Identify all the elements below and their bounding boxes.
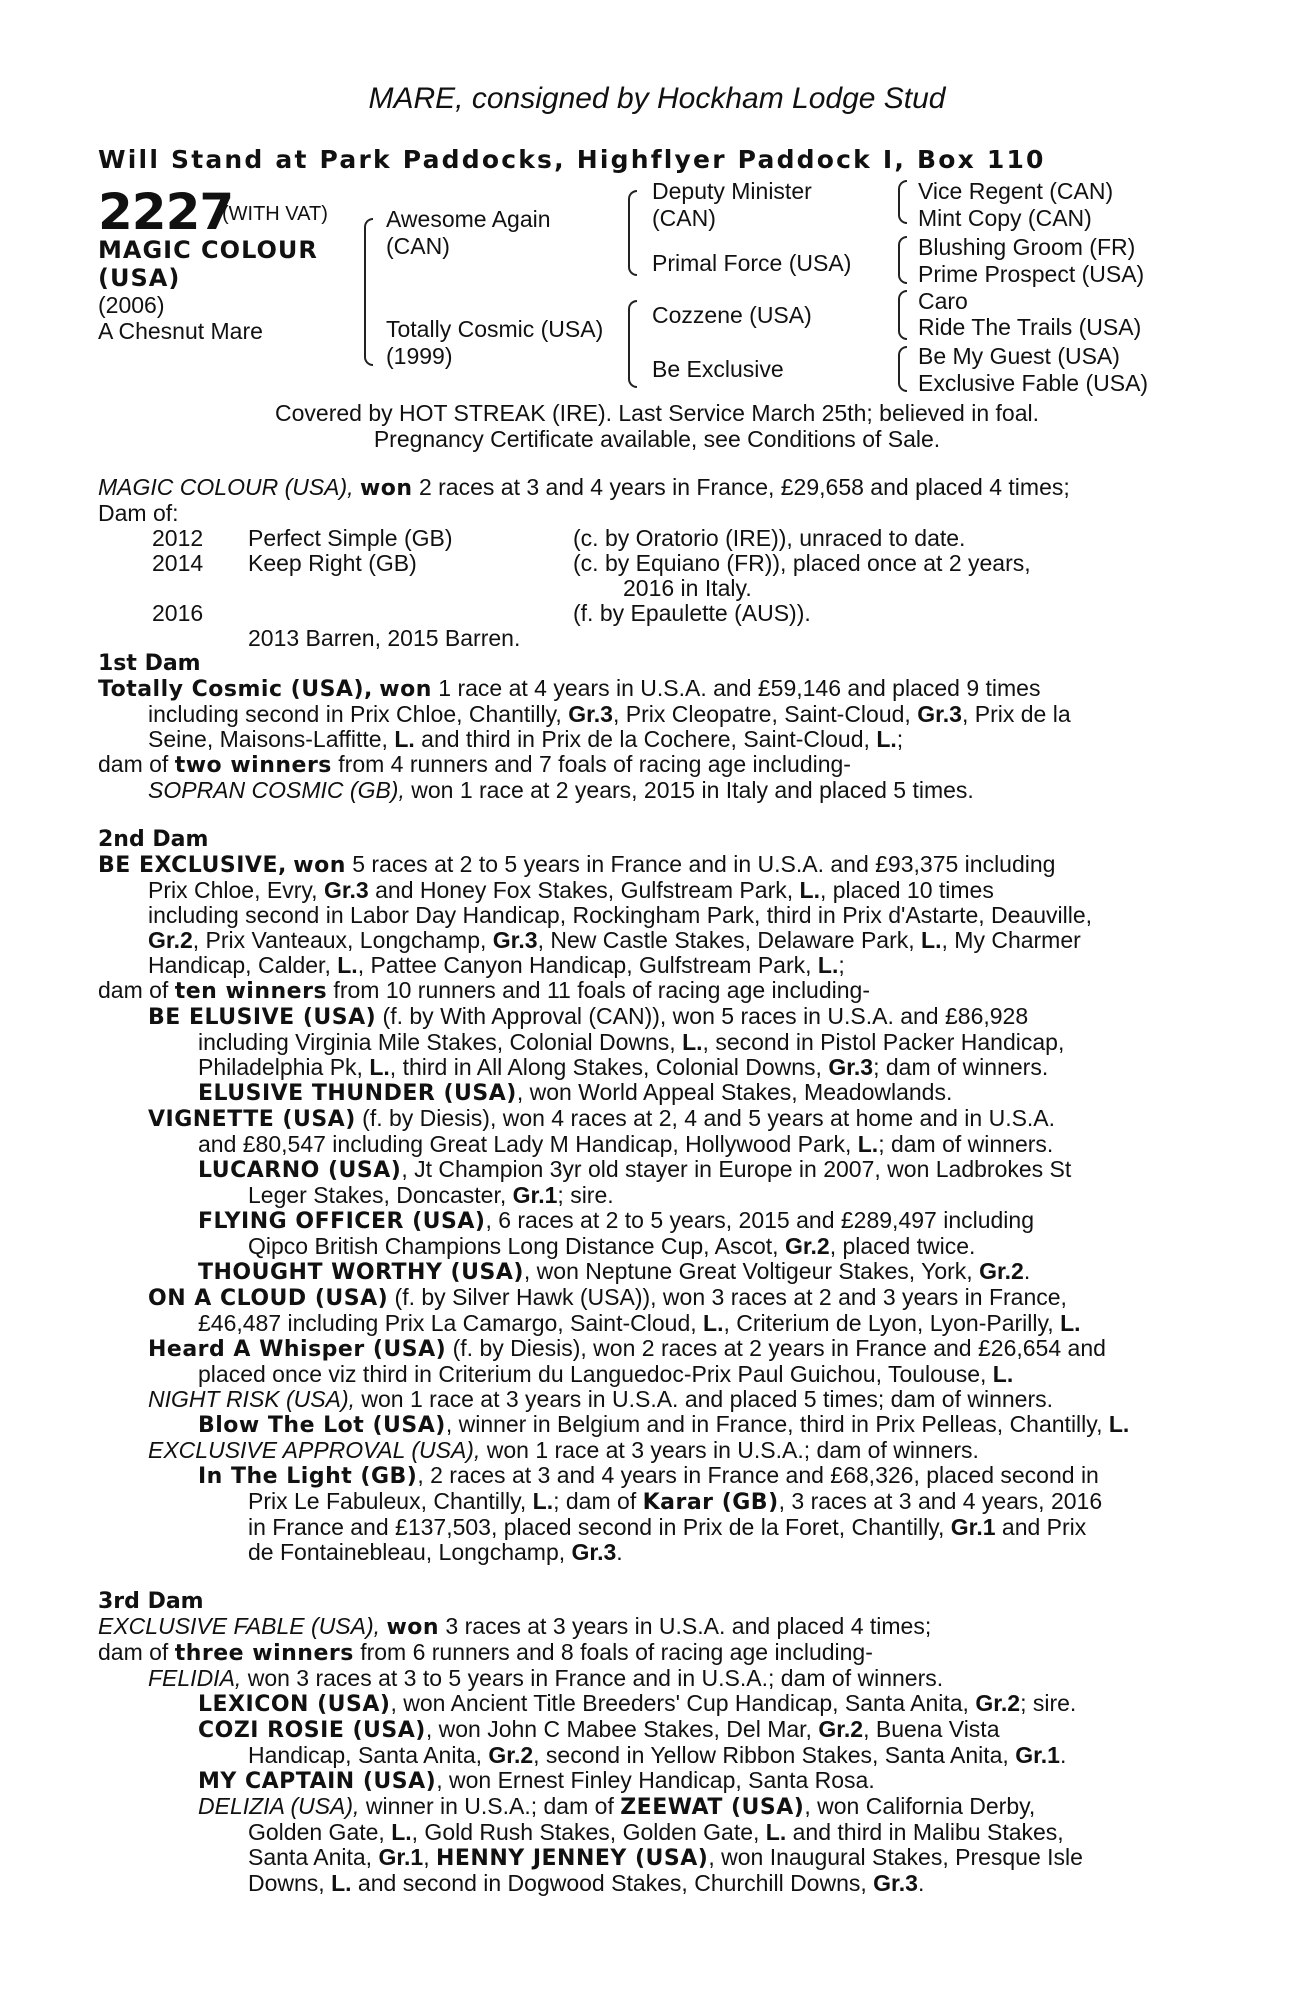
second-dam-heading: 2nd Dam — [98, 827, 209, 852]
first-dam-heading: 1st Dam — [98, 651, 201, 676]
progeny-row: 2016 in Italy. — [623, 575, 752, 601]
pedigree-gen3-sss: Vice Regent (CAN) — [918, 178, 1114, 204]
consignor-title: MARE, consigned by Hockham Lodge Stud — [368, 82, 946, 115]
pedigree-dam-dam: Be Exclusive — [652, 356, 784, 382]
pedigree-sire-sire: Deputy Minister (CAN) — [652, 178, 812, 231]
lot-number: 2227 — [98, 183, 234, 241]
stabling-location: Will Stand at Park Paddocks, Highflyer Paddock I, Box 110 — [98, 145, 1046, 174]
covered-by-line: Covered by HOT STREAK (IRE). Last Service March 25th; believed in foal. — [275, 400, 1039, 426]
horse-origin: (USA) — [98, 264, 181, 292]
pregnancy-certificate-line: Pregnancy Certificate available, see Conditions of Sale. — [373, 426, 941, 452]
progeny-row: 2016 (f. by Epaulette (AUS)). — [152, 600, 811, 626]
pedigree-gen3-dss: Caro — [918, 288, 968, 314]
race-record: MAGIC COLOUR (USA), won 2 races at 3 and 4 years in France, £29,658 and placed 4 times; Dam of: 2012 Perfect Simple (GB) (c. by Oratorio (IRE)), unraced to date. 2014 Keep Right (GB) (c. by Equiano (FR)), placed once at 2 years, 2016 in Italy. 2016 (f. by Epaulette (AUS)). 2013 Barren, 2015 Barren. 1st Dam Totally Cosmic (USA), won 1 race at 4 years in U.S.A. and £59,146 and placed 9 times including second in Prix Chloe, Chantilly, Gr.3, Prix Cleopatre, Saint-Cloud, Gr.3, Prix de la Seine, Maisons-Laffitte, L. and third in Prix de la Cochere, Saint-Cloud, L.; dam of two winners from 4 runners and 7 foals of racing age including- SOPRAN COSMIC (GB), won 1 race at 2 years, 2015 in Italy and placed 5 times. 2nd Dam BE EXCLUSIVE, won 5 races at 2 to 5 years in France and in U.S.A. and £93,375 including Prix Chloe, Evry, Gr.3 and Honey Fox Stakes, Gulfstream Park, L., placed 10 times including second in Labor Day Handicap, Rockingham Park, third in Prix d'Astarte, Deauville, Gr.2, Prix Vanteaux, Longchamp, Gr.3, New Castle Stakes, Delaware Park, L., My Charmer Handicap, Calder, L., Pattee Canyon Handicap, Gulfstream Park, L.; dam of ten winners from 10 runners and 11 foals of racing age including- BE ELUSIVE (USA) (f. by With Approval (CAN)), won 5 races in U.S.A. and £86,928 including Virginia Mile Stakes, Colonial Downs, L., second in Pistol Packer Handicap, Philadelphia Pk, L., third in All Along Stakes, Colonial Downs, Gr.3; dam of winners. ELUSIVE THUNDER (USA), won World Appeal Stakes, Meadowlands. VIGNETTE (USA) (f. by Diesis), won 4 races at 2, 4 and 5 years at home and in U.S.A. and £80,547 including Great Lady M Handicap, Hollywood Park, L.; dam of winners. LUCARNO (USA), Jt Champion 3yr old stayer in Europe in 2007, won Ladbrokes St Leger Stakes, Doncaster, Gr.1; sire. FLYING OFFICER (USA), 6 races at 2 to 5 years, 2015 and £289,497 including Qipco British Champions Long Distance Cup, Ascot, Gr.2, placed twice. THOUGHT WORTHY (USA), won Neptune Great Voltigeur Stakes, York, Gr.2. ON A CLOUD (USA) (f. by Silver Hawk (USA)), won 3 races at 2 and 3 years in France, £46,487 including Prix La Camargo, Saint-Cloud, L., Criterium de Lyon, Lyon-Parilly, L. Heard A Whisper (USA) (f. by Diesis), won 2 races at 2 years in France and £26,654 and placed once viz third in Criterium du Languedoc-Prix Paul Guichou, Toulouse, L. NIGHT RISK (USA), won 1 race at 3 years in U.S.A. and placed 5 times; dam of winners. Blow The Lot (USA), winner in Belgium and in France, third in Prix Pelleas, Chantilly, L. EXCLUSIVE APPROVAL (USA), won 1 race at 3 years in U.S.A.; dam of winners. In The Light (GB), 2 races at 3 and 4 years in France and £68,326, placed second in Prix Le Fabuleux, Chantilly, L.; dam of Karar (GB), 3 races at 3 and 4 years, 2016 in France and £137,503, placed second in Prix de la Foret, Chantilly, Gr.1 and Prix de Fontainebleau, Longchamp, Gr.3. 3rd Dam EXCLUSIVE FABLE (USA), won 3 races at 3 years in U.S.A. and placed 4 times; dam of three winners from 6 runners and 8 foals of racing age including- FELIDIA, won 3 races at 3 to 5 years in France and in U.S.A.; dam of winners. LEXICON (USA), won Ancient Title Breeders' Cup Handicap, Santa Anita, Gr.2; sire. COZI ROSIE (USA), won John C Mabee Stakes, Del Mar, Gr.2, Buena Vista Handicap, Santa Anita, Gr.2, second in Yellow Ribbon Stakes, Santa Anita, Gr.1. MY CAPTAIN (USA), won Ernest Finley Handicap, Santa Rosa. DELIZIA (USA), winner in U.S.A.; dam of ZEEWAT (USA), won California Derby, Golden Gate, L., Gold Rush Stakes, Golden Gate, L. and third in Malibu Stakes, Santa Anita, Gr.1, HENNY JENNEY (USA), won Inaugural Stakes, Presque Isle Downs, L. and second in Dogwood Stakes, Churchill Downs, Gr.3. — [98, 475, 1208, 1896]
pedigree-brace-sire — [628, 190, 637, 276]
pedigree-sire-dam: Primal Force (USA) — [652, 250, 852, 276]
horse-name: MAGIC COLOUR — [98, 236, 318, 264]
pedigree-gen3-dds: Be My Guest (USA) — [918, 343, 1120, 369]
pedigree-brace-ss — [898, 180, 907, 224]
vat-note: (WITH VAT) — [222, 203, 328, 225]
foaling-year: (2006) — [98, 292, 165, 318]
first-dam-line1: Totally Cosmic (USA), won 1 race at 4 years in U.S.A. and £59,146 and placed 9 times — [98, 675, 1041, 702]
pedigree-dam: Totally Cosmic (USA) (1999) — [386, 316, 604, 369]
progeny-row: 2012 Perfect Simple (GB) (c. by Oratorio (IRE)), unraced to date. — [152, 525, 966, 551]
pedigree-gen3-ddd: Exclusive Fable (USA) — [918, 370, 1149, 396]
progeny-list — [98, 526, 1208, 651]
dam-of-label: Dam of: — [98, 500, 179, 526]
pedigree-sire: Awesome Again (CAN) — [386, 206, 551, 259]
mare-record-line: MAGIC COLOUR (USA), won 2 races at 3 and 4 years in France, £29,658 and placed 4 times; — [98, 474, 1070, 501]
pedigree-brace-dd — [898, 346, 907, 392]
progeny-row: 2014 Keep Right (GB) (c. by Equiano (FR)), placed once at 2 years, — [152, 550, 1031, 576]
pedigree-gen3-sdd: Prime Prospect (USA) — [918, 261, 1145, 287]
third-dam-heading: 3rd Dam — [98, 1589, 204, 1614]
pedigree-gen3-ssd: Mint Copy (CAN) — [918, 205, 1092, 231]
pedigree-brace-ds — [898, 290, 907, 340]
horse-description: A Chesnut Mare — [98, 318, 263, 344]
pedigree-brace-dam — [628, 300, 637, 388]
pedigree-gen3-sds: Blushing Groom (FR) — [918, 234, 1136, 260]
pedigree-brace-gen1 — [364, 218, 373, 366]
pedigree-gen3-dsd: Ride The Trails (USA) — [918, 314, 1142, 340]
barren-years: 2013 Barren, 2015 Barren. — [248, 625, 521, 651]
pedigree-dam-sire: Cozzene (USA) — [652, 302, 812, 328]
pedigree-brace-sd — [898, 236, 907, 284]
